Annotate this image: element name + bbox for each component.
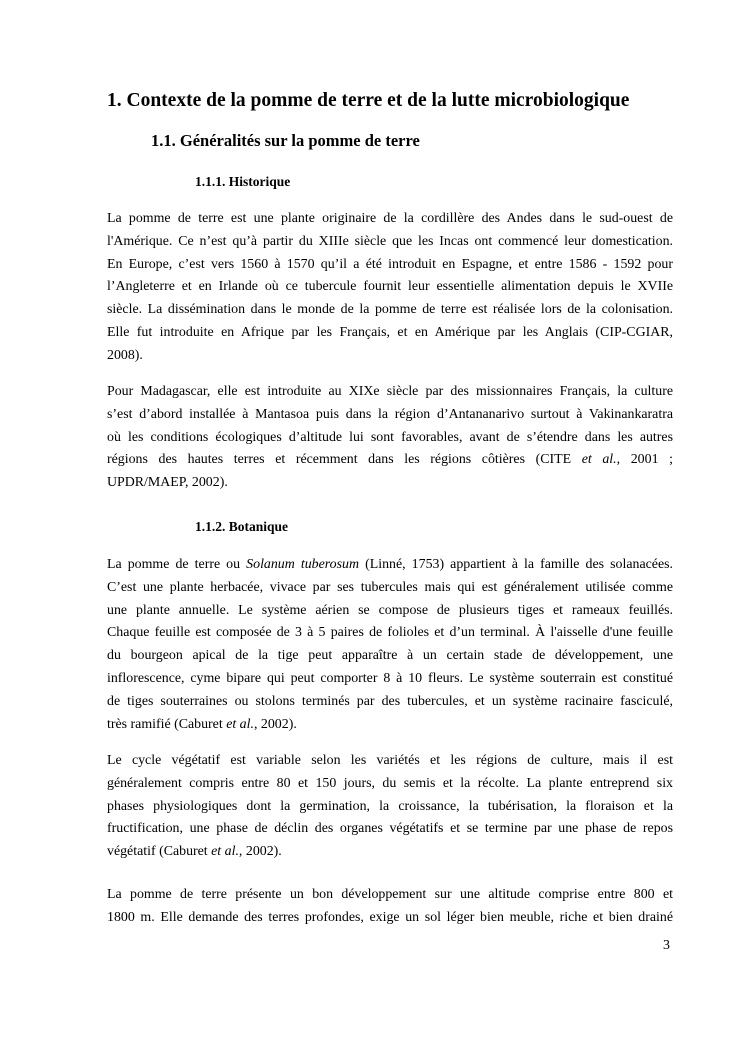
page-number: 3 <box>663 938 670 953</box>
text-run: très ramifié (Caburet <box>107 716 227 732</box>
text-line <box>107 449 673 472</box>
italic-species-name: Solanum tuberosum <box>246 557 360 572</box>
paragraph-botanique-2 <box>107 750 673 864</box>
text-run: régions des hautes terres et récemment dans les régions côtières (CITE <box>107 452 582 468</box>
text-run: , 2002). <box>253 716 297 732</box>
text-line: l'Amérique. Ce n’est qu’à partir du XIIIe siècle que les Incas ont commencé leur domestication. <box>107 233 673 249</box>
text-line: où les conditions écologiques d’altitude lui sont favorables, avant de s’étendre dans les autres <box>107 429 673 445</box>
text-line: phases physiologiques dont la germination, la croissance, la tubérisation, la floraison et la <box>107 798 673 814</box>
text-line <box>107 714 673 737</box>
paragraph-historique-2 <box>107 381 673 495</box>
text-run: , 2001 ; <box>616 452 673 468</box>
subsection-heading: 1.1. Généralités sur la pomme de terre <box>151 131 420 150</box>
section-heading: 1. Contexte de la pomme de terre et de la lutte microbiologique <box>107 90 630 111</box>
text-run: (Linné, 1753) appartient à la famille des solanacées. <box>359 557 674 572</box>
text-line <box>107 554 673 577</box>
text-line: En Europe, c’est vers 1560 à 1570 qu’il a été introduit en Espagne, et entre 1586 - 1592 pour <box>107 256 673 272</box>
italic-citation: et al. <box>581 452 617 468</box>
text-line: Chaque feuille est composée de 3 à 5 paires de folioles et d’un terminal. À l'aisselle d'une feuille <box>107 625 673 641</box>
text-line: de tiges souterraines ou stolons terminés par des tubercules, et un système racinaire fasciculé, <box>107 693 673 709</box>
text-run: , 2002). <box>238 844 282 860</box>
text-line: 1800 m. Elle demande des terres profondes, exige un sol léger bien meuble, riche et bien drainé <box>107 909 673 925</box>
subsubsection-heading-botanique: 1.1.2. Botanique <box>195 519 289 534</box>
text-line: inflorescence, cyme bipare qui peut comporter 8 à 10 fleurs. Le système souterrain est constitué <box>107 670 673 686</box>
subsubsection-heading-historique: 1.1.1. Historique <box>195 174 291 189</box>
text-line: une plante annuelle. Le système aérien se compose de plusieurs tiges et rameaux feuillés. <box>107 602 673 618</box>
text-line: s’est d’abord installée à Mantasoa puis dans la région d’Antananarivo surtout à Vakinankaratra <box>107 406 673 422</box>
text-line: UPDR/MAEP, 2002). <box>107 475 228 491</box>
italic-citation: et al. <box>226 716 254 732</box>
text-line: généralement compris entre 80 et 150 jours, du semis et la récolte. La plante entreprend six <box>107 775 673 791</box>
text-line: La pomme de terre présente un bon développement sur une altitude comprise entre 800 et <box>107 887 673 902</box>
text-line: La pomme de terre est une plante originaire de la cordillère des Andes dans le sud-ouest de <box>107 211 673 226</box>
text-line: l’Angleterre et en Irlande où ce tubercule fournit leur essentielle alimentation depuis le XVIIe <box>107 279 673 295</box>
text-run: végétatif (Caburet <box>107 844 212 860</box>
text-line: Elle fut introduite en Afrique par les Français, et en Amérique par les Anglais (CIP-CGIAR, <box>107 324 673 340</box>
text-line: C’est une plante herbacée, vivace par ses tubercules mais qui est généralement utilisée comme <box>107 579 673 595</box>
italic-citation: et al. <box>211 844 239 860</box>
paragraph-botanique-3 <box>107 884 673 930</box>
text-line <box>107 841 673 864</box>
text-run: La pomme de terre ou <box>107 557 247 572</box>
paragraph-botanique-1 <box>107 554 673 736</box>
text-line: fructification, une phase de déclin des organes végétatifs et se termine par une phase de repos <box>107 821 673 837</box>
text-line: Pour Madagascar, elle est introduite au XIXe siècle par des missionnaires Français, la culture <box>107 384 673 399</box>
paragraph-historique-1 <box>107 208 673 368</box>
text-line: 2008). <box>107 347 143 363</box>
text-line: siècle. La dissémination dans le monde de la pomme de terre est réalisée lors de la colonisation. <box>107 302 673 318</box>
text-line: Le cycle végétatif est variable selon les variétés et les régions de culture, mais il est <box>107 753 673 768</box>
text-line: du bourgeon apical de la tige peut apparaître à un certain stade de développement, une <box>107 648 673 664</box>
